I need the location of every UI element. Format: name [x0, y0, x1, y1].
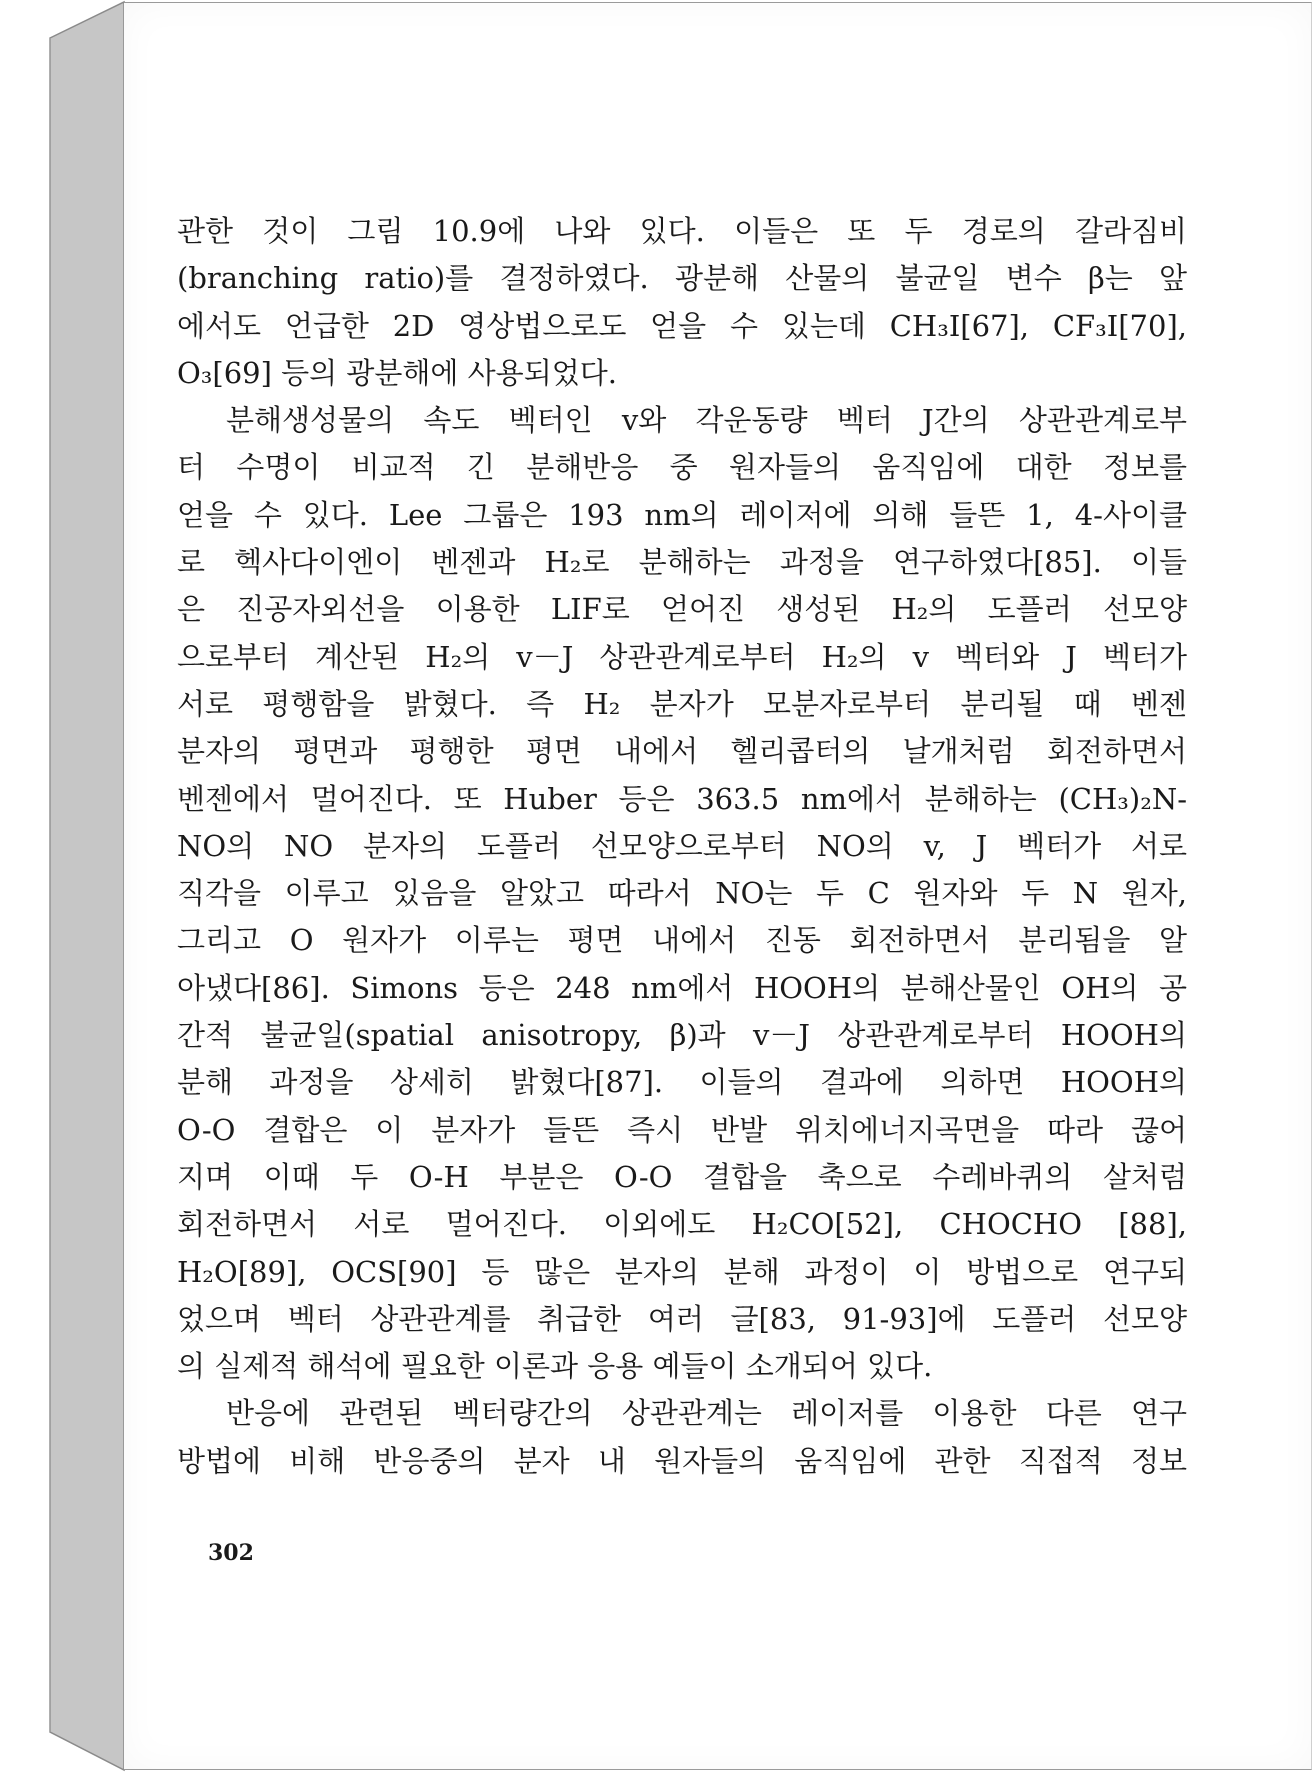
text-line: 은 진공자외선을 이용한 LIF로 얻어진 생성된 H₂의 도플러 선모양 — [177, 592, 1187, 627]
text-line: 그리고 O 원자가 이루는 평면 내에서 진동 회전하면서 분리됨을 알 — [177, 923, 1187, 958]
text-line: 간적 불균일(spatial anisotropy, β)과 v－J 상관관계로부터 HOOH의 — [177, 1018, 1187, 1053]
text-line: 에서도 언급한 2D 영상법으로도 얻을 수 있는데 CH₃I[67], CF₃I[70], — [177, 308, 1187, 343]
text-line: NO의 NO 분자의 도플러 선모양으로부터 NO의 v, J 벡터가 서로 — [177, 828, 1187, 863]
text-line: 반응에 관련된 벡터량간의 상관관계는 레이저를 이용한 다른 연구 — [177, 1396, 1187, 1431]
text-line: 으로부터 계산된 H₂의 v－J 상관관계로부터 H₂의 v 벡터와 J 벡터가 — [177, 639, 1187, 674]
page-number: 302 — [208, 1540, 254, 1566]
text-line: O₃[69] 등의 광분해에 사용되었다. — [177, 355, 617, 390]
text-line: 분자의 평면과 평행한 평면 내에서 헬리콥터의 날개처럼 회전하면서 — [177, 734, 1187, 769]
text-line: (branching ratio)를 결정하였다. 광분해 산물의 불균일 변수 β는 앞 — [177, 261, 1187, 296]
text-line: O-O 결합은 이 분자가 들뜬 즉시 반발 위치에너지곡면을 따라 끊어 — [177, 1112, 1187, 1147]
text-line: 방법에 비해 반응중의 분자 내 원자들의 움직임에 관한 직접적 정보 — [177, 1443, 1187, 1478]
text-line: 지며 이때 두 O-H 부분은 O-O 결합을 축으로 수레바퀴의 살처럼 — [177, 1159, 1187, 1194]
book-spine — [0, 0, 130, 1773]
text-line: 분해생성물의 속도 벡터인 v와 각운동량 벡터 J간의 상관관계로부 — [177, 403, 1187, 438]
text-line: 로 헥사다이엔이 벤젠과 H₂로 분해하는 과정을 연구하였다[85]. 이들 — [177, 545, 1187, 580]
text-line: 아냈다[86]. Simons 등은 248 nm에서 HOOH의 분해산물인 OH의 공 — [177, 970, 1187, 1005]
text-line: 얻을 수 있다. Lee 그룹은 193 nm의 레이저에 의해 들뜬 1, 4-사이클 — [177, 497, 1187, 532]
text-line: 벤젠에서 멀어진다. 또 Huber 등은 363.5 nm에서 분해하는 (CH₃)₂N- — [177, 781, 1187, 816]
text-line: 었으며 벡터 상관관계를 취급한 여러 글[83, 91-93]에 도플러 선모양 — [177, 1301, 1187, 1336]
text-line: 관한 것이 그림 10.9에 나와 있다. 이들은 또 두 경로의 갈라짐비 — [177, 214, 1187, 248]
body-text — [177, 208, 1187, 1485]
text-line: 회전하면서 서로 멀어진다. 이외에도 H₂CO[52], CHOCHO [88], — [177, 1207, 1187, 1242]
text-line: 의 실제적 해석에 필요한 이론과 응용 예들이 소개되어 있다. — [177, 1349, 933, 1384]
text-line: 분해 과정을 상세히 밝혔다[87]. 이들의 결과에 의하면 HOOH의 — [177, 1065, 1187, 1100]
text-line: 서로 평행함을 밝혔다. 즉 H₂ 분자가 모분자로부터 분리될 때 벤젠 — [177, 686, 1187, 721]
text-line: H₂O[89], OCS[90] 등 많은 분자의 분해 과정이 이 방법으로 연구되 — [177, 1254, 1187, 1289]
text-line: 터 수명이 비교적 긴 분해반응 중 원자들의 움직임에 대한 정보를 — [177, 450, 1187, 485]
text-line: 직각을 이루고 있음을 알았고 따라서 NO는 두 C 원자와 두 N 원자, — [177, 876, 1187, 911]
